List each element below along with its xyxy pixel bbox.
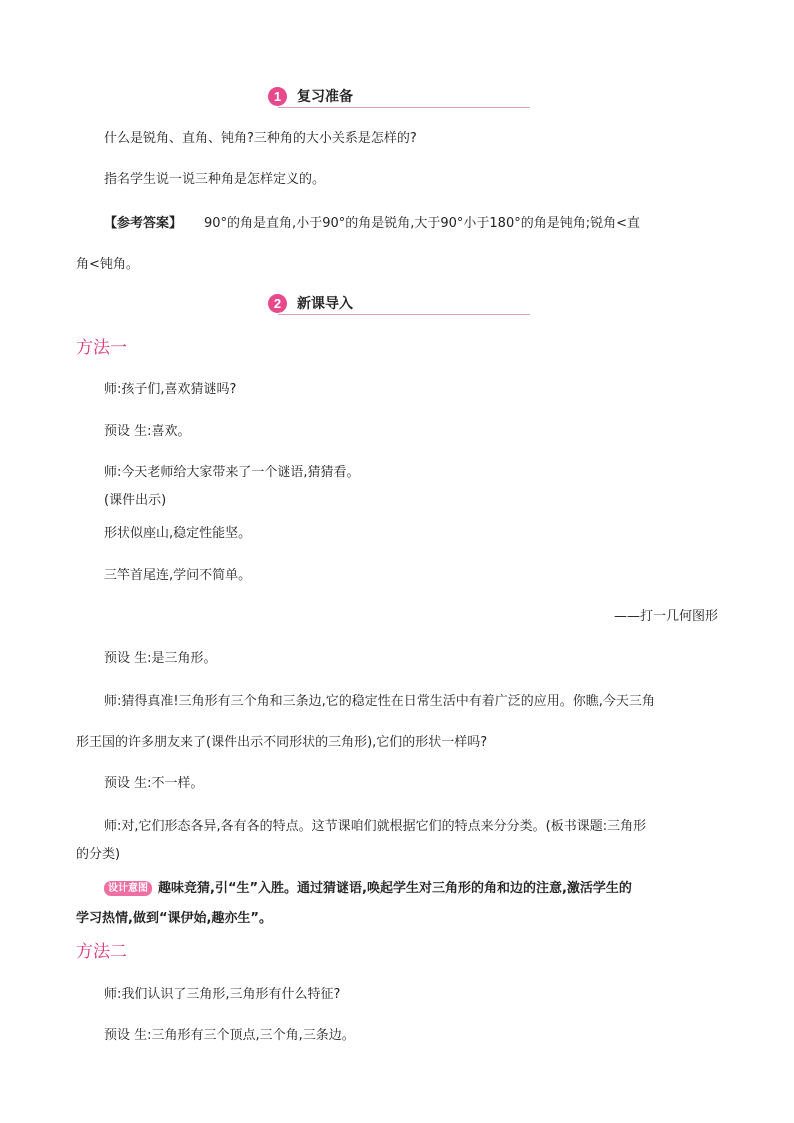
section-number-badge: 1 (268, 87, 287, 106)
riddle-line: 形状似座山,稳定性能坚。 (104, 526, 252, 541)
design-intent-badge: 设计意图 (104, 881, 152, 896)
section-header-intro (268, 293, 530, 315)
dialogue-line: 的分类) (76, 847, 121, 862)
dialogue-line: 师:今天老师给大家带来了一个谜语,猜猜看。 (104, 465, 360, 480)
reference-answer-continued: 角<钝角。 (76, 257, 139, 272)
design-intent-text: 趣味竞猜,引“生”入胜。通过猜谜语,唤起学生对三角形的角和边的注意,激活学生的 (158, 881, 632, 896)
method-heading-2: 方法二 (76, 942, 127, 962)
section-number-badge: 2 (268, 294, 287, 313)
riddle-hint: ——打一几何图形 (613, 609, 718, 624)
design-intent (104, 880, 632, 898)
section-title: 复习准备 (297, 89, 353, 105)
reference-answer-text: 90°的角是直角,小于90°的角是锐角,大于90°小于180°的角是钝角;锐角<直 (204, 216, 640, 231)
design-intent-continued: 学习热情,做到“课伊始,趣亦生”。 (76, 911, 272, 926)
dialogue-line: (课件出示) (104, 493, 167, 508)
section-header-review (268, 86, 530, 108)
dialogue-line: 预设 生:喜欢。 (104, 424, 191, 439)
dialogue-line: 师:孩子们,喜欢猜谜吗? (104, 382, 237, 397)
dialogue-line: 预设 生:不一样。 (104, 776, 204, 791)
reference-answer (104, 215, 640, 233)
section-title: 新课导入 (297, 296, 353, 312)
paragraph: 什么是锐角、直角、钝角?三种角的大小关系是怎样的? (104, 131, 417, 146)
dialogue-line: 师:猜得真准!三角形有三个角和三条边,它的稳定性在日常生活中有着广泛的应用。你瞧,今天三角 (104, 694, 655, 709)
dialogue-line: 预设 生:是三角形。 (104, 651, 217, 666)
reference-answer-label: 【参考答案】 (104, 216, 183, 231)
dialogue-line: 形王国的许多朋友来了(课件出示不同形状的三角形),它们的形状一样吗? (76, 735, 488, 750)
section-underline (278, 314, 530, 315)
paragraph: 指名学生说一说三种角是怎样定义的。 (104, 172, 326, 187)
dialogue-line: 预设 生:三角形有三个顶点,三个角,三条边。 (104, 1028, 355, 1043)
dialogue-line: 师:对,它们形态各异,各有各的特点。这节课咱们就根据它们的特点来分分类。(板书课题:三角形 (104, 819, 647, 834)
riddle-line: 三竿首尾连,学问不简单。 (104, 568, 252, 583)
dialogue-line: 师:我们认识了三角形,三角形有什么特征? (104, 987, 341, 1002)
method-heading-1: 方法一 (76, 338, 127, 358)
section-underline (278, 107, 530, 108)
